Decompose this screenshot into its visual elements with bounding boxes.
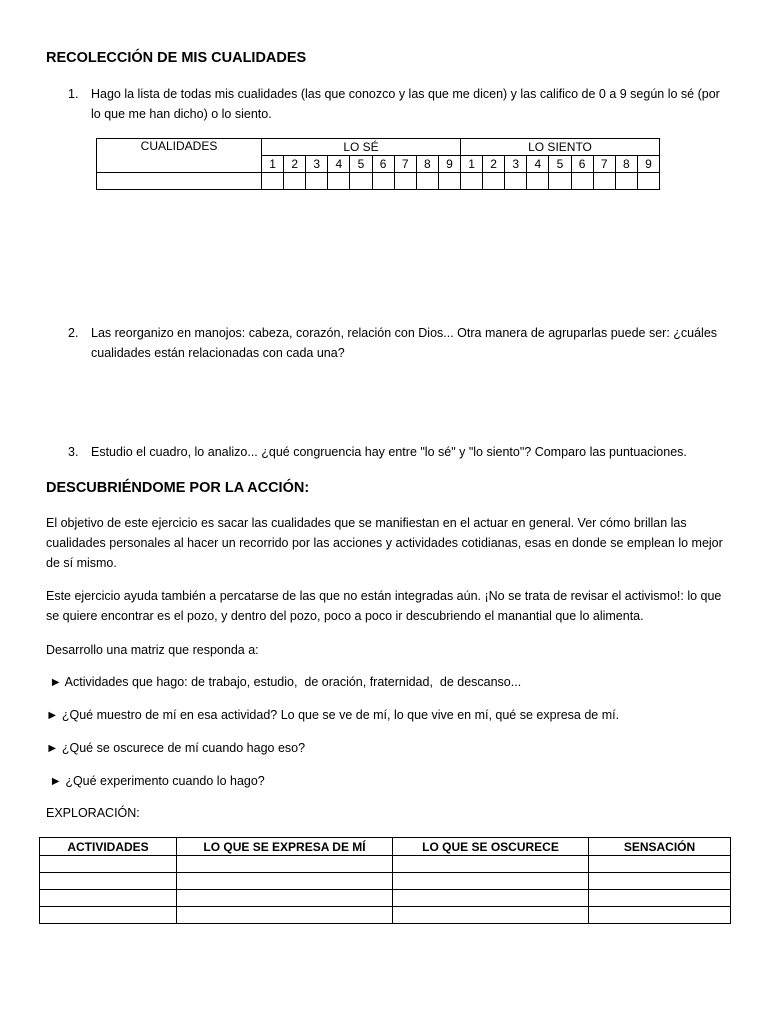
exploration-label: EXPLORACIÓN: <box>46 806 140 820</box>
section2-title: DESCUBRIÉNDOME POR LA ACCIÓN: <box>46 480 310 496</box>
lo-siento-score-1: 1 <box>460 156 482 173</box>
exploration-table <box>39 837 731 924</box>
header-sensacion: SENSACIÓN <box>589 838 731 856</box>
lo-se-score-6: 6 <box>372 156 394 173</box>
header-cualidades: CUALIDADES <box>97 139 262 173</box>
table-row <box>97 173 660 190</box>
lo-se-score-3: 3 <box>306 156 328 173</box>
lo-siento-score-3: 3 <box>505 156 527 173</box>
lo-se-score-2: 2 <box>284 156 306 173</box>
lo-se-score-4: 4 <box>328 156 350 173</box>
lo-se-score-5: 5 <box>350 156 372 173</box>
section1-title: RECOLECCIÓN DE MIS CUALIDADES <box>46 50 307 66</box>
lo-siento-score-5: 5 <box>549 156 571 173</box>
bullet-expression: ► ¿Qué muestro de mí en esa actividad? Lo que se ve de mí, lo que vive en mí, qué se expresa de mí. <box>46 708 620 722</box>
lo-se-score-1: 1 <box>262 156 284 173</box>
qualities-table <box>96 138 660 190</box>
table-row <box>40 907 731 924</box>
item-3-number: 3. <box>68 445 79 459</box>
paragraph-purpose: Este ejercicio ayuda también a percatarse de las que no están integradas aún. ¡No se trata de revisar el activismo!: lo que se quiere encontrar es el pozo, y dentro del pozo, poco a poco ir descubriendo el manantial que lo alimenta. <box>46 589 722 623</box>
lo-se-score-7: 7 <box>394 156 416 173</box>
paragraph-objective: El objetivo de este ejercicio es sacar las cualidades que se manifiestan en el actuar en general. Ver cómo brillan las cualidades personales al hacer un recorrido por las acciones y actividades cotidianas, esas en donde se emplean lo mejor de sí mismo. <box>46 516 723 570</box>
header-oscurece: LO QUE SE OSCURECE <box>393 838 589 856</box>
bullet-obscured: ► ¿Qué se oscurece de mí cuando hago eso? <box>46 741 306 755</box>
lo-siento-score-9: 9 <box>637 156 659 173</box>
lo-se-score-9: 9 <box>438 156 460 173</box>
lo-siento-score-7: 7 <box>593 156 615 173</box>
lo-siento-score-6: 6 <box>571 156 593 173</box>
paragraph-matrix: Desarrollo una matriz que responda a: <box>46 643 259 657</box>
table-row <box>40 873 731 890</box>
item-3-text: Estudio el cuadro, lo analizo... ¿qué congruencia hay entre "lo sé" y "lo siento"? Comparo las puntuaciones. <box>91 445 687 459</box>
lo-se-score-8: 8 <box>416 156 438 173</box>
lo-siento-score-4: 4 <box>527 156 549 173</box>
table-row <box>40 856 731 873</box>
header-lo-siento: LO SIENTO <box>460 139 659 156</box>
lo-siento-score-8: 8 <box>615 156 637 173</box>
item-1-text: Hago la lista de todas mis cualidades (las que conozco y las que me dicen) y las califico de 0 a 9 según lo sé (por lo que me han dicho) o lo siento. <box>91 87 720 121</box>
bullet-activities: ► Actividades que hago: de trabajo, estudio, de oración, fraternidad, de descanso... <box>46 675 522 689</box>
table-row <box>40 890 731 907</box>
item-1-number: 1. <box>68 87 79 101</box>
header-expresa: LO QUE SE EXPRESA DE MÍ <box>177 838 393 856</box>
item-2-number: 2. <box>68 326 79 340</box>
item-2-text: Las reorganizo en manojos: cabeza, corazón, relación con Dios... Otra manera de agruparlas puede ser: ¿cuáles cualidades están relacionadas con cada una? <box>91 326 718 360</box>
header-actividades: ACTIVIDADES <box>40 838 177 856</box>
lo-siento-score-2: 2 <box>483 156 505 173</box>
bullet-experience: ► ¿Qué experimento cuando lo hago? <box>46 774 265 788</box>
header-lo-se: LO SÉ <box>262 139 461 156</box>
